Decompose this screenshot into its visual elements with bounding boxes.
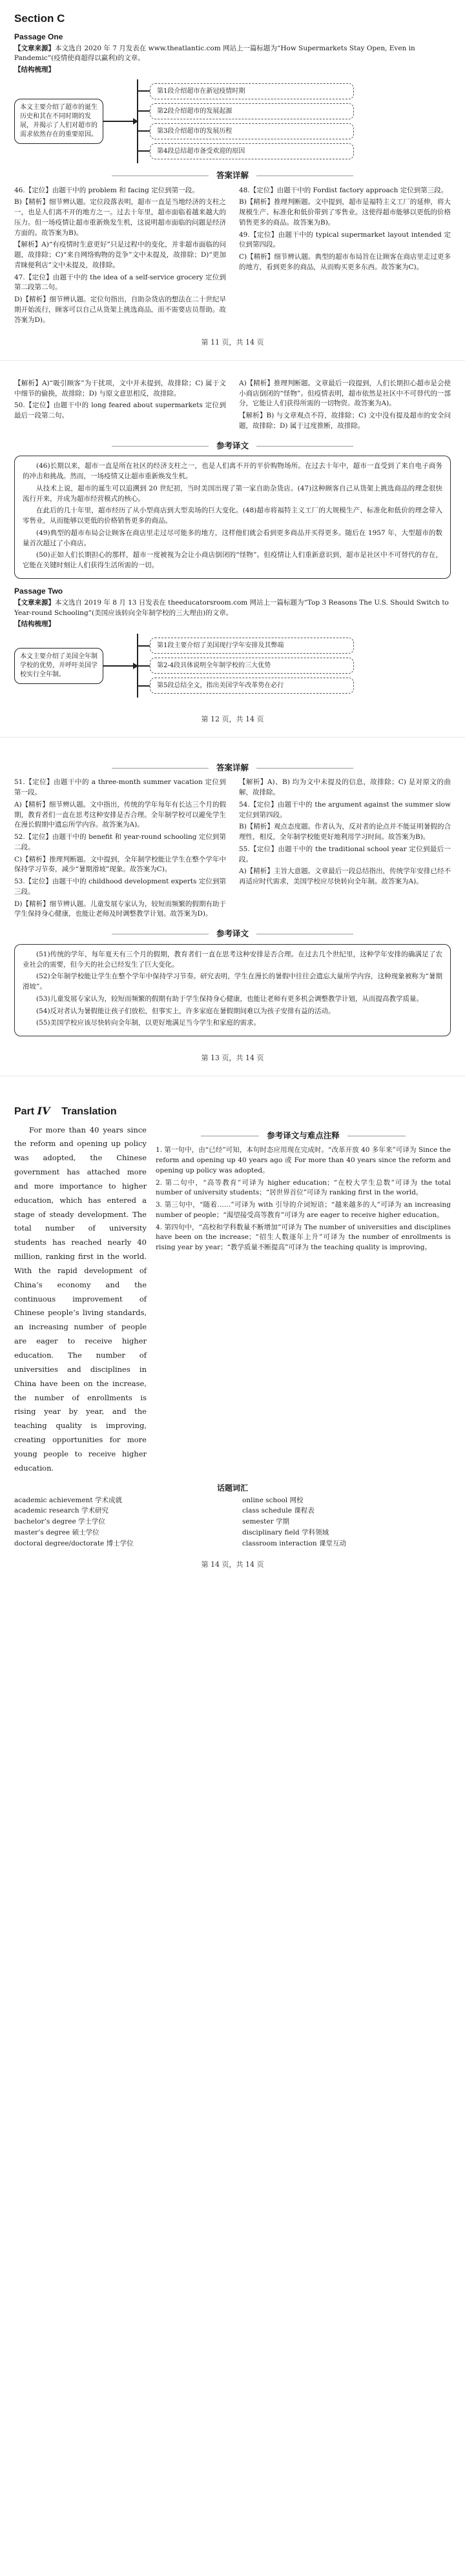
reference-heading: 参考译文 (14, 928, 451, 940)
answer-line: 49.【定位】由题干中的 typical supermarket layout intended 定位到第四段。 (239, 230, 451, 249)
vocab-item: semester 学期 (242, 1518, 289, 1526)
answer-line: 51.【定位】由题干中的 a three-month summer vacation 定位到第一段。 (14, 778, 226, 796)
part-heading: Part IV Translation (14, 1104, 117, 1117)
sheet-page-14 (0, 1094, 465, 1582)
vocab-heading: 话题词汇 (216, 1483, 248, 1493)
answer-line: D)【精析】细节辨认题。定位句指出，自助杂货店的想法在二十世纪早期开始流行，顾客可以自己从货架上挑选商品，而不需要店员帮助。故答案为D)。 (14, 296, 226, 324)
vocab-item: doctoral degree/doctorate 博士学位 (14, 1539, 134, 1547)
answers-left-column (14, 379, 226, 434)
vocab-item: academic research 学术研究 (14, 1507, 108, 1515)
reference-paragraph: (52)全年制学校能让学生在整个学年中保持学习节奏。研究表明，学生在漫长的暑假中往往会遗忘大量所学内容，这种现象被称为“暑期滑坡”。 (23, 972, 442, 991)
reference-paragraph: 在此后的几十年里，超市经历了从小型商店到大型卖场的巨大变化。(48)超市将福特主义工厂的大规模生产、标准化和低价的理念带入零售业，从而能够以更低的价格销售更多的商品。 (23, 507, 442, 525)
reference-paragraph: (46)长期以来，超市一直是所在社区的经济支柱之一，也是人们离不开的平价购物场所。在过去十年中，超市一直受到了来自电子商务的冲击和挑战。然而，一场疫情又让超市重新焕发生机。 (23, 462, 442, 480)
reference-paragraph: (55)美国学校应该尽快转向全年制，以更好地满足当今学生和家庭的需求。 (36, 1019, 261, 1027)
reference-paragraph: (53)儿童发展专家认为，较短而频繁的假期有助于学生保持身心健康，也能让老师有更多机会调整教学计划，从而提高教学质量。 (36, 994, 424, 1003)
answer-line: 55.【定位】由题干中的 the traditional school year 定位到最后一段。 (239, 845, 451, 863)
answers-right-column (239, 186, 451, 328)
reference-paragraph: (54)反对者认为暑假能让孩子们放松，但事实上，许多家庭在暑假期间难以为孩子安排有益的活动。 (36, 1007, 335, 1015)
translation-notes (156, 1123, 451, 1476)
answer-line: 【解析】A)“有疫情时生意更好”只是过程中的变化，并非超市面临的问题，故排除；C)“来自网络购物的竞争”文中未提及，故排除；D)“更加青睐便利店”文中未提及，故排除。 (14, 241, 226, 269)
page-break (0, 737, 465, 756)
answers-heading: 答案详解 (14, 762, 451, 774)
notes-heading: 参考译文与难点注释 (156, 1130, 451, 1142)
vocab-item: master’s degree 硕士学位 (14, 1528, 99, 1536)
translation-passage (14, 1123, 147, 1476)
answer-line: 【解析】A)、B) 均为文中未提及的信息，故排除；C) 是对原文的曲解，故排除。 (239, 778, 451, 796)
sheet-page-12 (0, 379, 465, 737)
reference-paragraph: (50)正如人们长期担心的那样，超市一度被视为会让小商店倒闭的“怪物”。但疫情让人们重新意识到，超市是社区中不可替代的存在，它能在关键时刻让人们获得生活所需的一切。 (23, 551, 442, 569)
note-line: 1. 第一句中，由“已经”可知，本句时态应用现在完成时。“改革开放 40 多年来”可译为 Since the reform and opening up 40 years ago 或 For more than 40 years since the reform and opening up policy was adopted。 (156, 1146, 451, 1174)
sheet-page-13 (0, 762, 465, 1076)
page-number: 第 11 页，共 14 页 (201, 338, 264, 347)
vocab-item: class schedule 课程表 (242, 1507, 315, 1515)
translation-section (14, 1123, 451, 1476)
answer-line: C)【精析】推理判断题。文中提到，全年制学校能让学生在整个学年中保持学习节奏，减少“暑期滑坡”现象。故答案为C)。 (14, 855, 226, 874)
vocab-item: academic achievement 学术成就 (14, 1496, 122, 1504)
structure-items (137, 634, 451, 698)
reference-translation-box (14, 944, 451, 1036)
answer-line: C)【精析】细节辨认题。典型的超市布局旨在让顾客在商店里走过更多的地方，看到更多的商品，从而购买更多东西。故答案为C)。 (239, 253, 451, 271)
structure-item: 第5段总结全文，指出美国学年改革势在必行 (138, 678, 451, 694)
structure-item: 第2-4段具体说明全年制学校的三大优势 (138, 658, 451, 674)
structure-arrow (103, 121, 137, 122)
answers-heading: 答案详解 (14, 170, 451, 182)
answer-line: B)【精析】细节辨认题。定位段落表明，超市一直是当地经济的支柱之一，也是人们离不开的地方之一。过去十年里，超市面临着越来越大的压力。但一场疫情让超市重新焕发生机，这说明超市面临的问题是经济方面的。故答案为B)。 (14, 198, 226, 237)
answer-line: 52.【定位】由题干中的 benefit 和 year-round schooling 定位到第二段。 (14, 833, 226, 851)
page-break (0, 360, 465, 379)
passage-two-title: Passage Two (14, 586, 63, 596)
page-number: 第 12 页，共 14 页 (201, 715, 264, 723)
answer-line: A)【精析】细节辨认题。文中指出，传统的学年每年有长达三个月的假期，教育者们一直在思考这种安排是否合理。全年制学校可以避免学生在漫长假期中遗忘所学内容。故答案为A)。 (14, 800, 226, 829)
section-title: Section C (14, 12, 65, 25)
vocab-item: online school 网校 (242, 1496, 304, 1504)
answers-left-column (14, 186, 226, 328)
structure-summary: 本文主要介绍了美国全年制学校的优势，并呼吁美国学校实行全年制。 (14, 648, 103, 684)
reference-paragraph: (49)典型的超市布局会让顾客在商店里走过尽可能多的地方，这样他们就会看到更多商品并买得更多。随后在 1957 年，大型超市的数量首次超过了小商店。 (23, 528, 442, 547)
answer-line: B)【精析】观点态度题。作者认为，反对者的论点并不能证明暑假的合理性，相反，全年制学校能更好地利用学习时间。故答案为B)。 (239, 823, 451, 841)
note-line: 4. 第四句中，“高校和学科数量不断增加”可译为 The number of universities and disciplines have been on the increase；“招生人数逐年上升”可译为 the number of enrollments is rising year by year；“教学质量不断提高”可译为 the teaching quality is improving。 (156, 1223, 451, 1251)
vocab-item: disciplinary field 学科领域 (242, 1528, 329, 1536)
answer-line: A)【精析】推理判断题。文章最后一段提到，人们长期担心超市是会使小商店倒闭的“怪物”。但疫情表明，超市依然是社区中不可替代的一部分，它能让人们获得所需的一切物资。故答案为A)。 (239, 379, 451, 408)
answer-line: 54.【定位】由题干中的 the argument against the summer slow 定位到第四段。 (239, 800, 451, 819)
vocab-item: bachelor’s degree 学士学位 (14, 1518, 106, 1526)
page-number: 第 13 页，共 14 页 (201, 1054, 264, 1062)
answer-line: B)【精析】推理判断题。文中提到，超市是福特主义工厂的延伸，将大规模生产、标准化和低价带到了零售业。这使得超市能够以更低的价格销售更多的商品。故答案为B)。 (239, 198, 451, 226)
reference-translation-box (14, 456, 451, 579)
passage-one-title: Passage One (14, 32, 63, 41)
answer-line: 【解析】B) 与文章观点不符，故排除；C) 文中没有提及超市的安全问题，故排除；D) 属于过度推断，故排除。 (239, 412, 451, 430)
vocab-item: classroom interaction 课堂互动 (242, 1539, 346, 1547)
answers-columns (14, 778, 451, 921)
structure-item: 第1段主要介绍了美国现行学年安排及其弊端 (138, 638, 451, 654)
note-line: 2. 第二句中，“高等教育”可译为 higher education；“在校大学生总数”可译为 the total number of university students；“居世界首位”可译为 ranking first in the world。 (156, 1178, 451, 1197)
structure-item: 第2段介绍超市的发展起源 (138, 103, 451, 119)
answers-columns (14, 379, 451, 434)
answers-columns (14, 186, 451, 328)
answers-right-column (239, 778, 451, 921)
structure-item: 第4段总结超市备受欢迎的原因 (138, 143, 451, 159)
reference-paragraph: 从技术上说，超市的诞生可以追溯到 20 世纪初，当时美国出现了第一家自助杂货店。(47)这种顾客自己从货架上挑选商品的理念很快流行开来，并成为超市经营模式的核心。 (23, 484, 442, 503)
page-break (0, 1076, 465, 1094)
passage-one-structure (14, 79, 451, 163)
sheet-page-11 (0, 0, 465, 360)
answer-line: 48.【定位】由题干中的 Fordist factory approach 定位到第三段。 (239, 186, 448, 194)
structure-summary: 本文主要介绍了超市的诞生历史和其在不同时期的发展，并揭示了人们对超市的需求依然存在的重要原因。 (14, 99, 103, 144)
answer-line: 53.【定位】由题干中的 childhood development experts 定位到第三段。 (14, 878, 226, 896)
answer-line: 46.【定位】由题干中的 problem 和 facing 定位到第一段。 (14, 186, 199, 194)
note-line: 3. 第三句中，“随着……”可译为 with 引导的介词短语；“越来越多的人”可译为 an increasing number of people；“渴望接受高等教育”可译为 are eager to receive higher education。 (156, 1201, 451, 1219)
answer-line: 【解析】A)“吸引顾客”为干扰项，文中并未提到，故排除；C) 属于文中细节的偷换，故排除；D) 与原文意思相反，故排除。 (14, 379, 226, 397)
translation-paragraph: For more than 40 years since the reform and opening up policy was adopted, the Chinese government has attached more and more importance to higher education, which has entered a stage of steady development. The total number of university students has reached nearly 40 million, ranking first in the world. With the rapid development of China’s economy and the continuous improvement of Chinese people’s living standards, an increasing number of people are eager to receive higher education. The number of universities and disciplines in China have been on the increase, the number of enrollments is rising year by year, and the teaching quality is improving, creating opportunities for more young people to receive higher education. (14, 1125, 147, 1473)
structure-arrow (103, 665, 137, 667)
passage-two-source: 【文章来源】本文选自 2019 年 8 月 13 日发表在 theeducatorsroom.com 网站上一篇标题为“Top 3 Reasons The U.S. Should Switch to Year-round Schooling”(美国应该转向全年制学校的三大理由)的文章。 (14, 598, 449, 617)
reference-heading: 参考译文 (14, 440, 451, 452)
answer-line: A)【精析】主旨大意题。文章最后一段总结指出，传统学年安排已经不再适应时代需求，美国学校应尽快转向全年制。故答案为A)。 (239, 867, 451, 885)
structure-items (137, 79, 451, 163)
passage-one-structure-tag: 【结构梳理】 (14, 66, 55, 74)
page-number: 第 14 页，共 14 页 (201, 1560, 264, 1569)
answer-line: 50.【定位】由题干中的 long feared about supermarkets 定位到最后一段第二句。 (14, 401, 226, 419)
structure-item: 第1段介绍超市在新冠疫情时期 (138, 83, 451, 99)
answer-line: D)【精析】细节辨认题。儿童发展专家认为，较短而频繁的假期有助于学生保持身心健康，也能让老师及时调整教学计划。故答案为D)。 (14, 900, 226, 918)
passage-one-source: 【文章来源】本文选自 2020 年 7 月发表在 www.theatlantic.com 网站上一篇标题为“How Supermarkets Stay Open, Even in Pandemic”(疫情使商超得以赢利)的文章。 (14, 44, 415, 63)
answer-line: 47.【定位】由题干中的 the idea of a self-service grocery 定位到第二段第二句。 (14, 273, 226, 292)
answers-left-column (14, 778, 226, 921)
reference-paragraph: (51)传统的学年，每年夏天有三个月的假期，教育者们一直在思考这种安排是否合理。在过去几个世纪里，这种学年安排的确满足了农业社会的需要，但今天的社会已经发生了巨大变化。 (23, 950, 442, 969)
structure-item: 第3段介绍超市的发展历程 (138, 123, 451, 139)
passage-two-structure-tag: 【结构梳理】 (14, 620, 55, 629)
vocab-list (14, 1495, 451, 1549)
answers-right-column (239, 379, 451, 434)
passage-two-structure (14, 634, 451, 698)
